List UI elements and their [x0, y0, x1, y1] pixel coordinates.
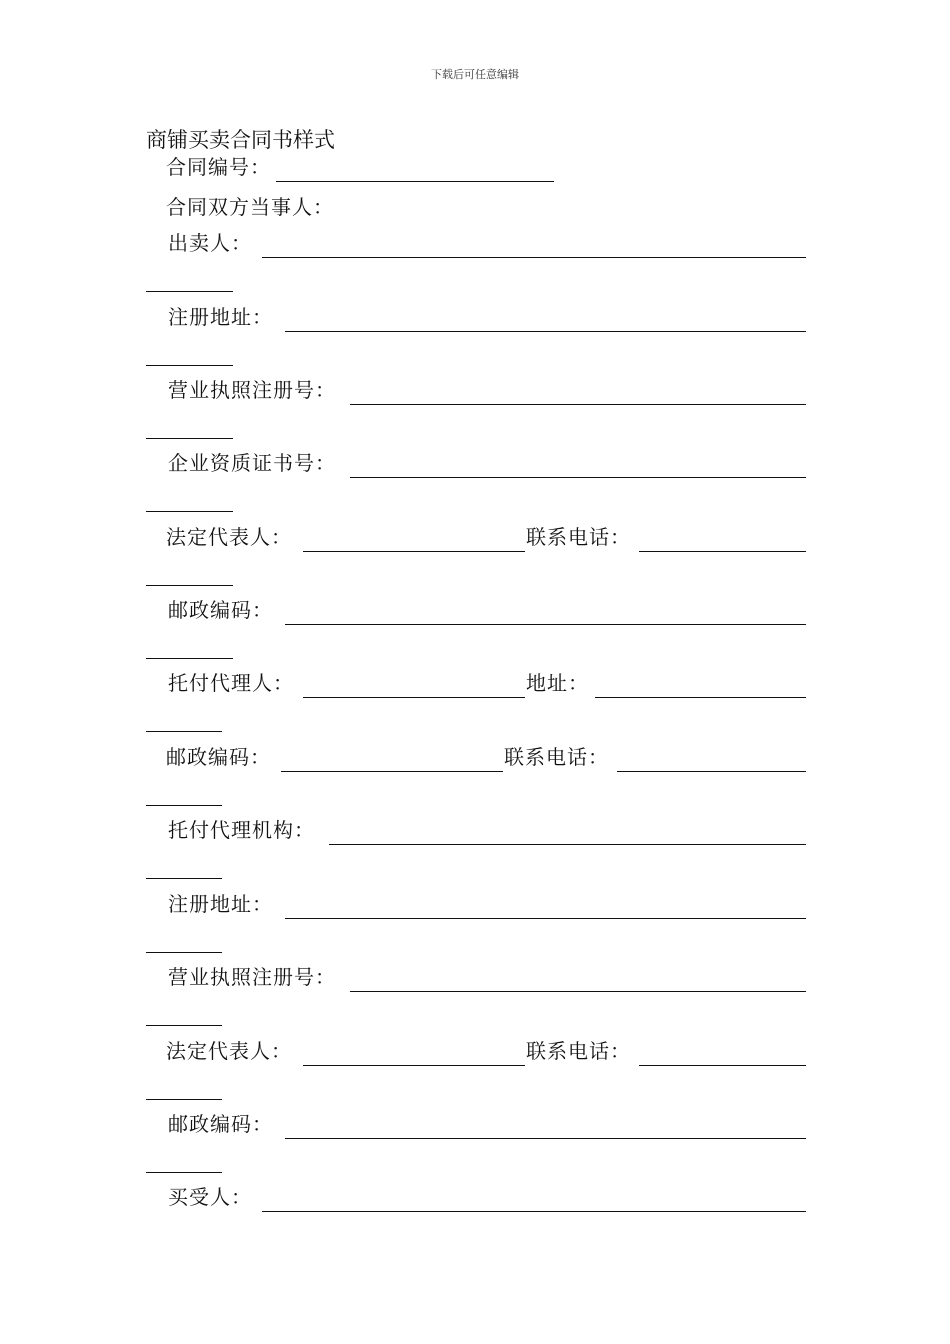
seller-field-continuation[interactable]	[146, 291, 233, 292]
seller-continuation	[0, 262, 950, 292]
contract-no-label: 合同编号：	[166, 155, 271, 179]
agency-postcode-continuation	[0, 1143, 950, 1173]
seller-phone-field-continuation[interactable]	[146, 585, 233, 586]
seller-postcode-row	[0, 595, 950, 625]
buyer-label: 买受人：	[168, 1185, 252, 1209]
agency-legal-rep-field[interactable]	[303, 1065, 525, 1066]
page-header: 下载后可任意编辑	[431, 68, 519, 81]
agent-phone-field-continuation[interactable]	[146, 805, 222, 806]
agency-license-row	[0, 962, 950, 992]
agent-address-field[interactable]	[595, 697, 806, 698]
agency-address-label: 注册地址：	[168, 892, 273, 916]
agent-phone-field[interactable]	[617, 771, 806, 772]
agent-field[interactable]	[303, 697, 525, 698]
seller-label: 出卖人：	[168, 231, 252, 255]
agent-postcode-row	[0, 742, 950, 772]
agency-address-field[interactable]	[285, 918, 806, 919]
seller-postcode-field[interactable]	[285, 624, 806, 625]
agent-address-field-continuation[interactable]	[146, 731, 222, 732]
agent-address-continuation	[0, 702, 950, 732]
seller-phone-continuation	[0, 556, 950, 586]
seller-address-label: 注册地址：	[168, 305, 273, 329]
seller-qualification-row	[0, 448, 950, 478]
agent-label: 托付代理人：	[168, 671, 294, 695]
seller-address-row	[0, 302, 950, 332]
agency-address-continuation	[0, 923, 950, 953]
seller-qualification-field-continuation[interactable]	[146, 511, 233, 512]
seller-legal-rep-label: 法定代表人：	[166, 525, 292, 549]
agency-phone-continuation	[0, 1070, 950, 1100]
seller-phone-label: 联系电话：	[526, 525, 631, 549]
agent-phone-label: 联系电话：	[504, 745, 609, 769]
agency-license-label: 营业执照注册号：	[168, 965, 336, 989]
seller-license-continuation	[0, 409, 950, 439]
agency-postcode-label: 邮政编码：	[168, 1112, 273, 1136]
seller-legal-rep-field[interactable]	[303, 551, 525, 552]
buyer-field[interactable]	[262, 1211, 806, 1212]
agent-phone-continuation	[0, 776, 950, 806]
document-title: 商铺买卖合同书样式	[146, 128, 335, 152]
seller-license-field-continuation[interactable]	[146, 438, 233, 439]
agency-postcode-row	[0, 1109, 950, 1139]
agency-phone-field[interactable]	[639, 1065, 806, 1066]
agent-postcode-field[interactable]	[281, 771, 503, 772]
seller-phone-field[interactable]	[639, 551, 806, 552]
agency-legal-rep-label: 法定代表人：	[166, 1039, 292, 1063]
buyer-row	[0, 1182, 950, 1212]
seller-field[interactable]	[262, 257, 806, 258]
agency-license-continuation	[0, 996, 950, 1026]
seller-postcode-continuation	[0, 629, 950, 659]
parties-row	[0, 192, 950, 222]
agent-address-label: 地址：	[526, 671, 589, 695]
seller-address-field[interactable]	[285, 331, 806, 332]
seller-postcode-label: 邮政编码：	[168, 598, 273, 622]
agency-address-field-continuation[interactable]	[146, 952, 222, 953]
agency-postcode-field-continuation[interactable]	[146, 1172, 222, 1173]
agency-license-field-continuation[interactable]	[146, 1025, 222, 1026]
agency-address-row	[0, 889, 950, 919]
agency-phone-field-continuation[interactable]	[146, 1099, 222, 1100]
seller-row	[0, 228, 950, 258]
seller-license-field[interactable]	[350, 404, 806, 405]
agency-continuation	[0, 849, 950, 879]
seller-postcode-field-continuation[interactable]	[146, 658, 233, 659]
seller-qualification-continuation	[0, 482, 950, 512]
seller-license-row	[0, 375, 950, 405]
contract-no-row	[0, 152, 950, 182]
seller-qualification-label: 企业资质证书号：	[168, 451, 336, 475]
seller-license-label: 营业执照注册号：	[168, 378, 336, 402]
agency-field[interactable]	[329, 844, 806, 845]
seller-address-continuation	[0, 336, 950, 366]
seller-qualification-field[interactable]	[350, 477, 806, 478]
agent-postcode-label: 邮政编码：	[166, 745, 271, 769]
agency-phone-label: 联系电话：	[526, 1039, 631, 1063]
contract-no-field[interactable]	[276, 181, 554, 182]
agent-row	[0, 668, 950, 698]
seller-address-field-continuation[interactable]	[146, 365, 233, 366]
agency-postcode-field[interactable]	[285, 1138, 806, 1139]
agency-field-continuation[interactable]	[146, 878, 222, 879]
agency-label: 托付代理机构：	[168, 818, 315, 842]
agency-row	[0, 815, 950, 845]
agency-legal-rep-row	[0, 1036, 950, 1066]
agency-license-field[interactable]	[350, 991, 806, 992]
seller-legal-rep-row	[0, 522, 950, 552]
parties-label: 合同双方当事人：	[166, 195, 334, 219]
